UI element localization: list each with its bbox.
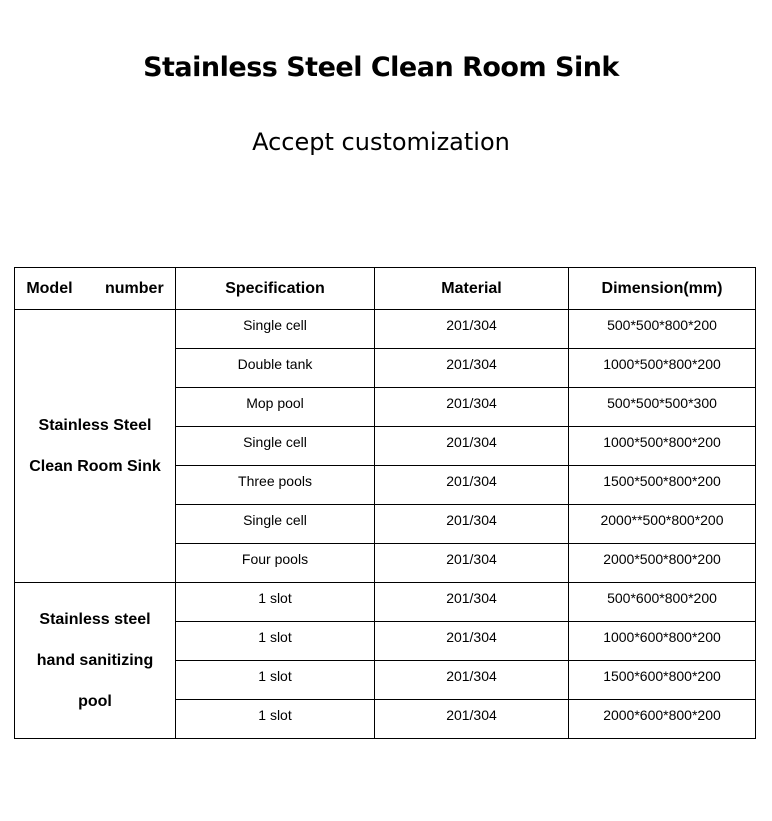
model-line: hand sanitizing (36, 652, 154, 669)
model-line: Clean Room Sink (29, 458, 161, 475)
model-line: pool (78, 693, 112, 710)
material-cell: 201/304 (375, 427, 569, 466)
material-cell: 201/304 (375, 700, 569, 739)
dimension-cell: 1500*500*800*200 (569, 466, 756, 505)
page-subtitle: Accept customization (252, 128, 510, 156)
page-title: Stainless Steel Clean Room Sink (143, 52, 619, 83)
table-row (15, 310, 756, 349)
table-row (15, 583, 756, 622)
dimension-cell: 1000*600*800*200 (569, 622, 756, 661)
material-cell: 201/304 (375, 466, 569, 505)
dimension-cell: 1500*600*800*200 (569, 661, 756, 700)
spec-cell: Three pools (176, 466, 375, 505)
material-cell: 201/304 (375, 583, 569, 622)
dimension-cell: 1000*500*800*200 (569, 349, 756, 388)
header-material: Material (375, 268, 569, 310)
spec-table (14, 267, 756, 739)
spec-cell: 1 slot (176, 700, 375, 739)
material-cell: 201/304 (375, 505, 569, 544)
model-line: Stainless steel (39, 611, 151, 628)
header-model-number: Model number (15, 268, 176, 310)
spec-cell: 1 slot (176, 583, 375, 622)
spec-cell: Single cell (176, 427, 375, 466)
material-cell: 201/304 (375, 544, 569, 583)
spec-cell: Mop pool (176, 388, 375, 427)
spec-cell: Single cell (176, 310, 375, 349)
material-cell: 201/304 (375, 661, 569, 700)
header-dimension: Dimension(mm) (569, 268, 756, 310)
material-cell: 201/304 (375, 310, 569, 349)
dimension-cell: 2000*500*800*200 (569, 544, 756, 583)
header-specification: Specification (176, 268, 375, 310)
dimension-cell: 2000**500*800*200 (569, 505, 756, 544)
table-header-row (15, 268, 756, 310)
dimension-cell: 500*500*500*300 (569, 388, 756, 427)
dimension-cell: 2000*600*800*200 (569, 700, 756, 739)
spec-cell: Four pools (176, 544, 375, 583)
model-line: Stainless Steel (38, 417, 152, 434)
material-cell: 201/304 (375, 622, 569, 661)
dimension-cell: 500*500*800*200 (569, 310, 756, 349)
model-cell-hand-sanitizing-pool (15, 583, 176, 739)
model-cell-clean-room-sink (15, 310, 176, 583)
spec-cell: Single cell (176, 505, 375, 544)
dimension-cell: 500*600*800*200 (569, 583, 756, 622)
spec-cell: Double tank (176, 349, 375, 388)
material-cell: 201/304 (375, 388, 569, 427)
spec-cell: 1 slot (176, 661, 375, 700)
dimension-cell: 1000*500*800*200 (569, 427, 756, 466)
spec-cell: 1 slot (176, 622, 375, 661)
material-cell: 201/304 (375, 349, 569, 388)
